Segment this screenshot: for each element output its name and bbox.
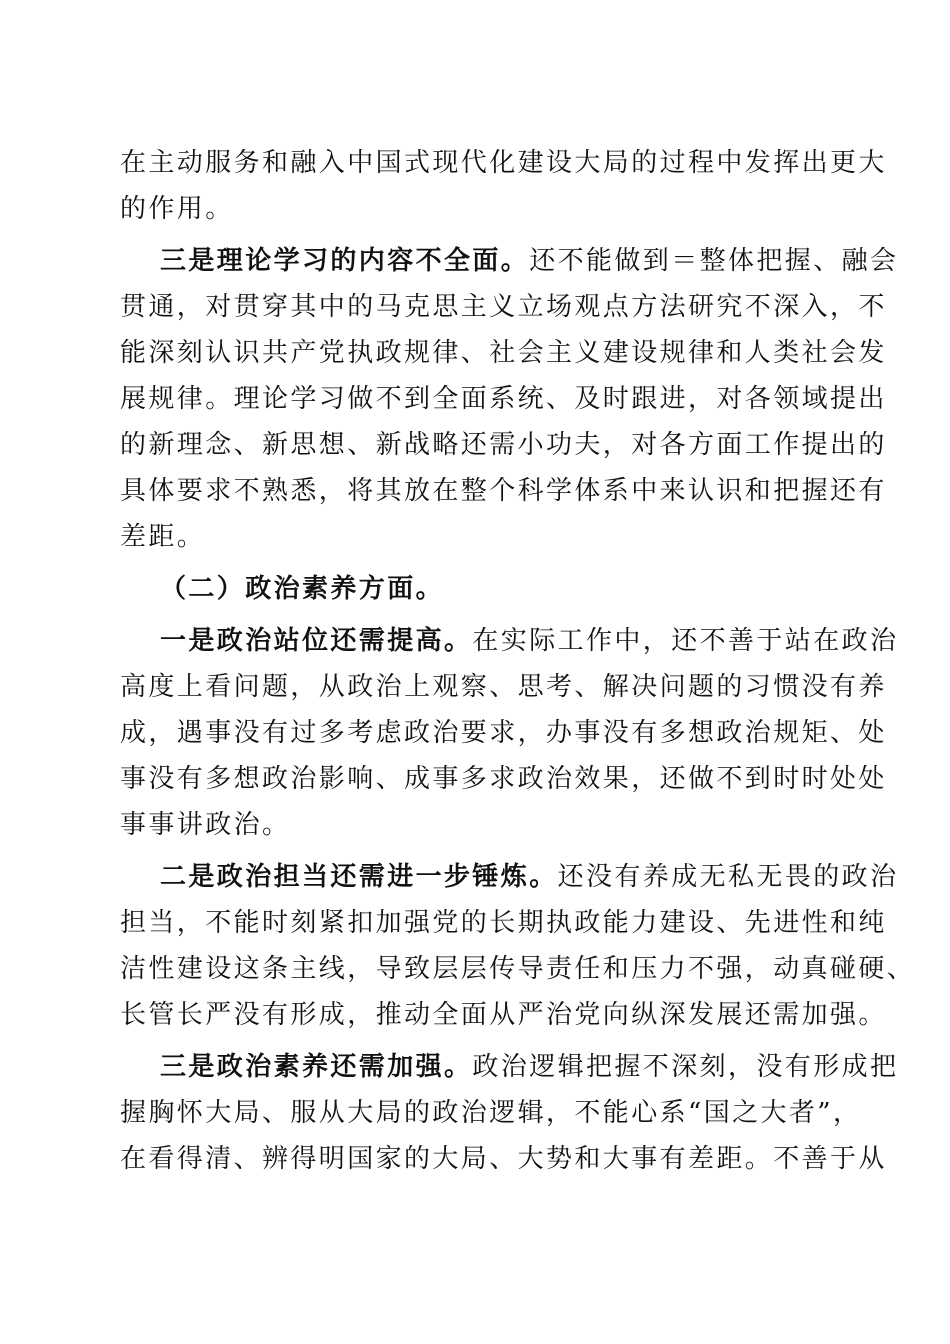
- text-line: 在主动服务和融入中国式现代化建设大局的过程中发挥出更大: [120, 148, 887, 178]
- text-line: 担当，不能时刻紧扣加强党的长期执政能力建设、先进性和纯: [120, 908, 887, 938]
- text-line: 的作用。: [120, 194, 234, 224]
- text-line: [120, 238, 899, 284]
- paragraph-text: 政治逻辑把握不深刻，没有形成把: [472, 1052, 899, 1082]
- paragraph-lead: 二是政治担当还需进一步锤炼。: [160, 862, 558, 892]
- paragraph-text: 还不能做到＝整体把握、融会: [529, 246, 899, 276]
- paragraph-lead: 三是理论学习的内容不全面。: [160, 246, 530, 276]
- text-line: 事事讲政治。: [120, 810, 291, 840]
- paragraph-text: 在实际工作中，还不善于站在政治: [472, 626, 899, 656]
- text-line: 握胸怀大局、服从大局的政治逻辑，不能心系“国之大者”，: [120, 1098, 862, 1128]
- text-line: 事没有多想政治影响、成事多求政治效果，还做不到时时处处: [120, 764, 887, 794]
- text-line: 具体要求不熟悉，将其放在整个科学体系中来认识和把握还有: [120, 476, 887, 506]
- text-line: 能深刻认识共产党执政规律、社会主义建设规律和人类社会发: [120, 338, 887, 368]
- paragraph-lead: 一是政治站位还需提高。: [160, 626, 473, 656]
- paragraph-text: 还没有养成无私无畏的政治: [557, 862, 899, 892]
- text-line: 在看得清、辨得明国家的大局、大势和大事有差距。不善于从: [120, 1144, 887, 1174]
- paragraph-5: [120, 1044, 899, 1182]
- paragraph-3: [120, 618, 899, 848]
- section-heading: [120, 566, 830, 612]
- paragraph-4: [120, 854, 916, 1038]
- text-line: 差距。: [120, 522, 206, 552]
- text-line: 成，遇事没有过多考虑政治要求，办事没有多想政治规矩、处: [120, 718, 887, 748]
- document-body: [120, 140, 916, 1182]
- text-line: [120, 1044, 899, 1090]
- text-line: 贯通，对贯穿其中的马克思主义立场观点方法研究不深入，不: [120, 292, 887, 322]
- text-line: 的新理念、新思想、新战略还需小功夫，对各方面工作提出的: [120, 430, 887, 460]
- text-line: 展规律。理论学习做不到全面系统、及时跟进，对各领域提出: [120, 384, 887, 414]
- text-line: [120, 854, 899, 900]
- text-line: [120, 618, 899, 664]
- paragraph-lead: 三是政治素养还需加强。: [160, 1052, 473, 1082]
- text-line: 长管长严没有形成，推动全面从严治党向纵深发展还需加强。: [120, 1000, 887, 1030]
- section-heading-text: （二）政治素养方面。: [160, 574, 445, 604]
- text-line: 高度上看问题，从政治上观察、思考、解决问题的习惯没有养: [120, 672, 887, 702]
- text-line: 洁性建设这条主线，导致层层传导责任和压力不强，动真碰硬、: [120, 954, 916, 984]
- paragraph-1: [120, 140, 887, 232]
- paragraph-2: [120, 238, 899, 560]
